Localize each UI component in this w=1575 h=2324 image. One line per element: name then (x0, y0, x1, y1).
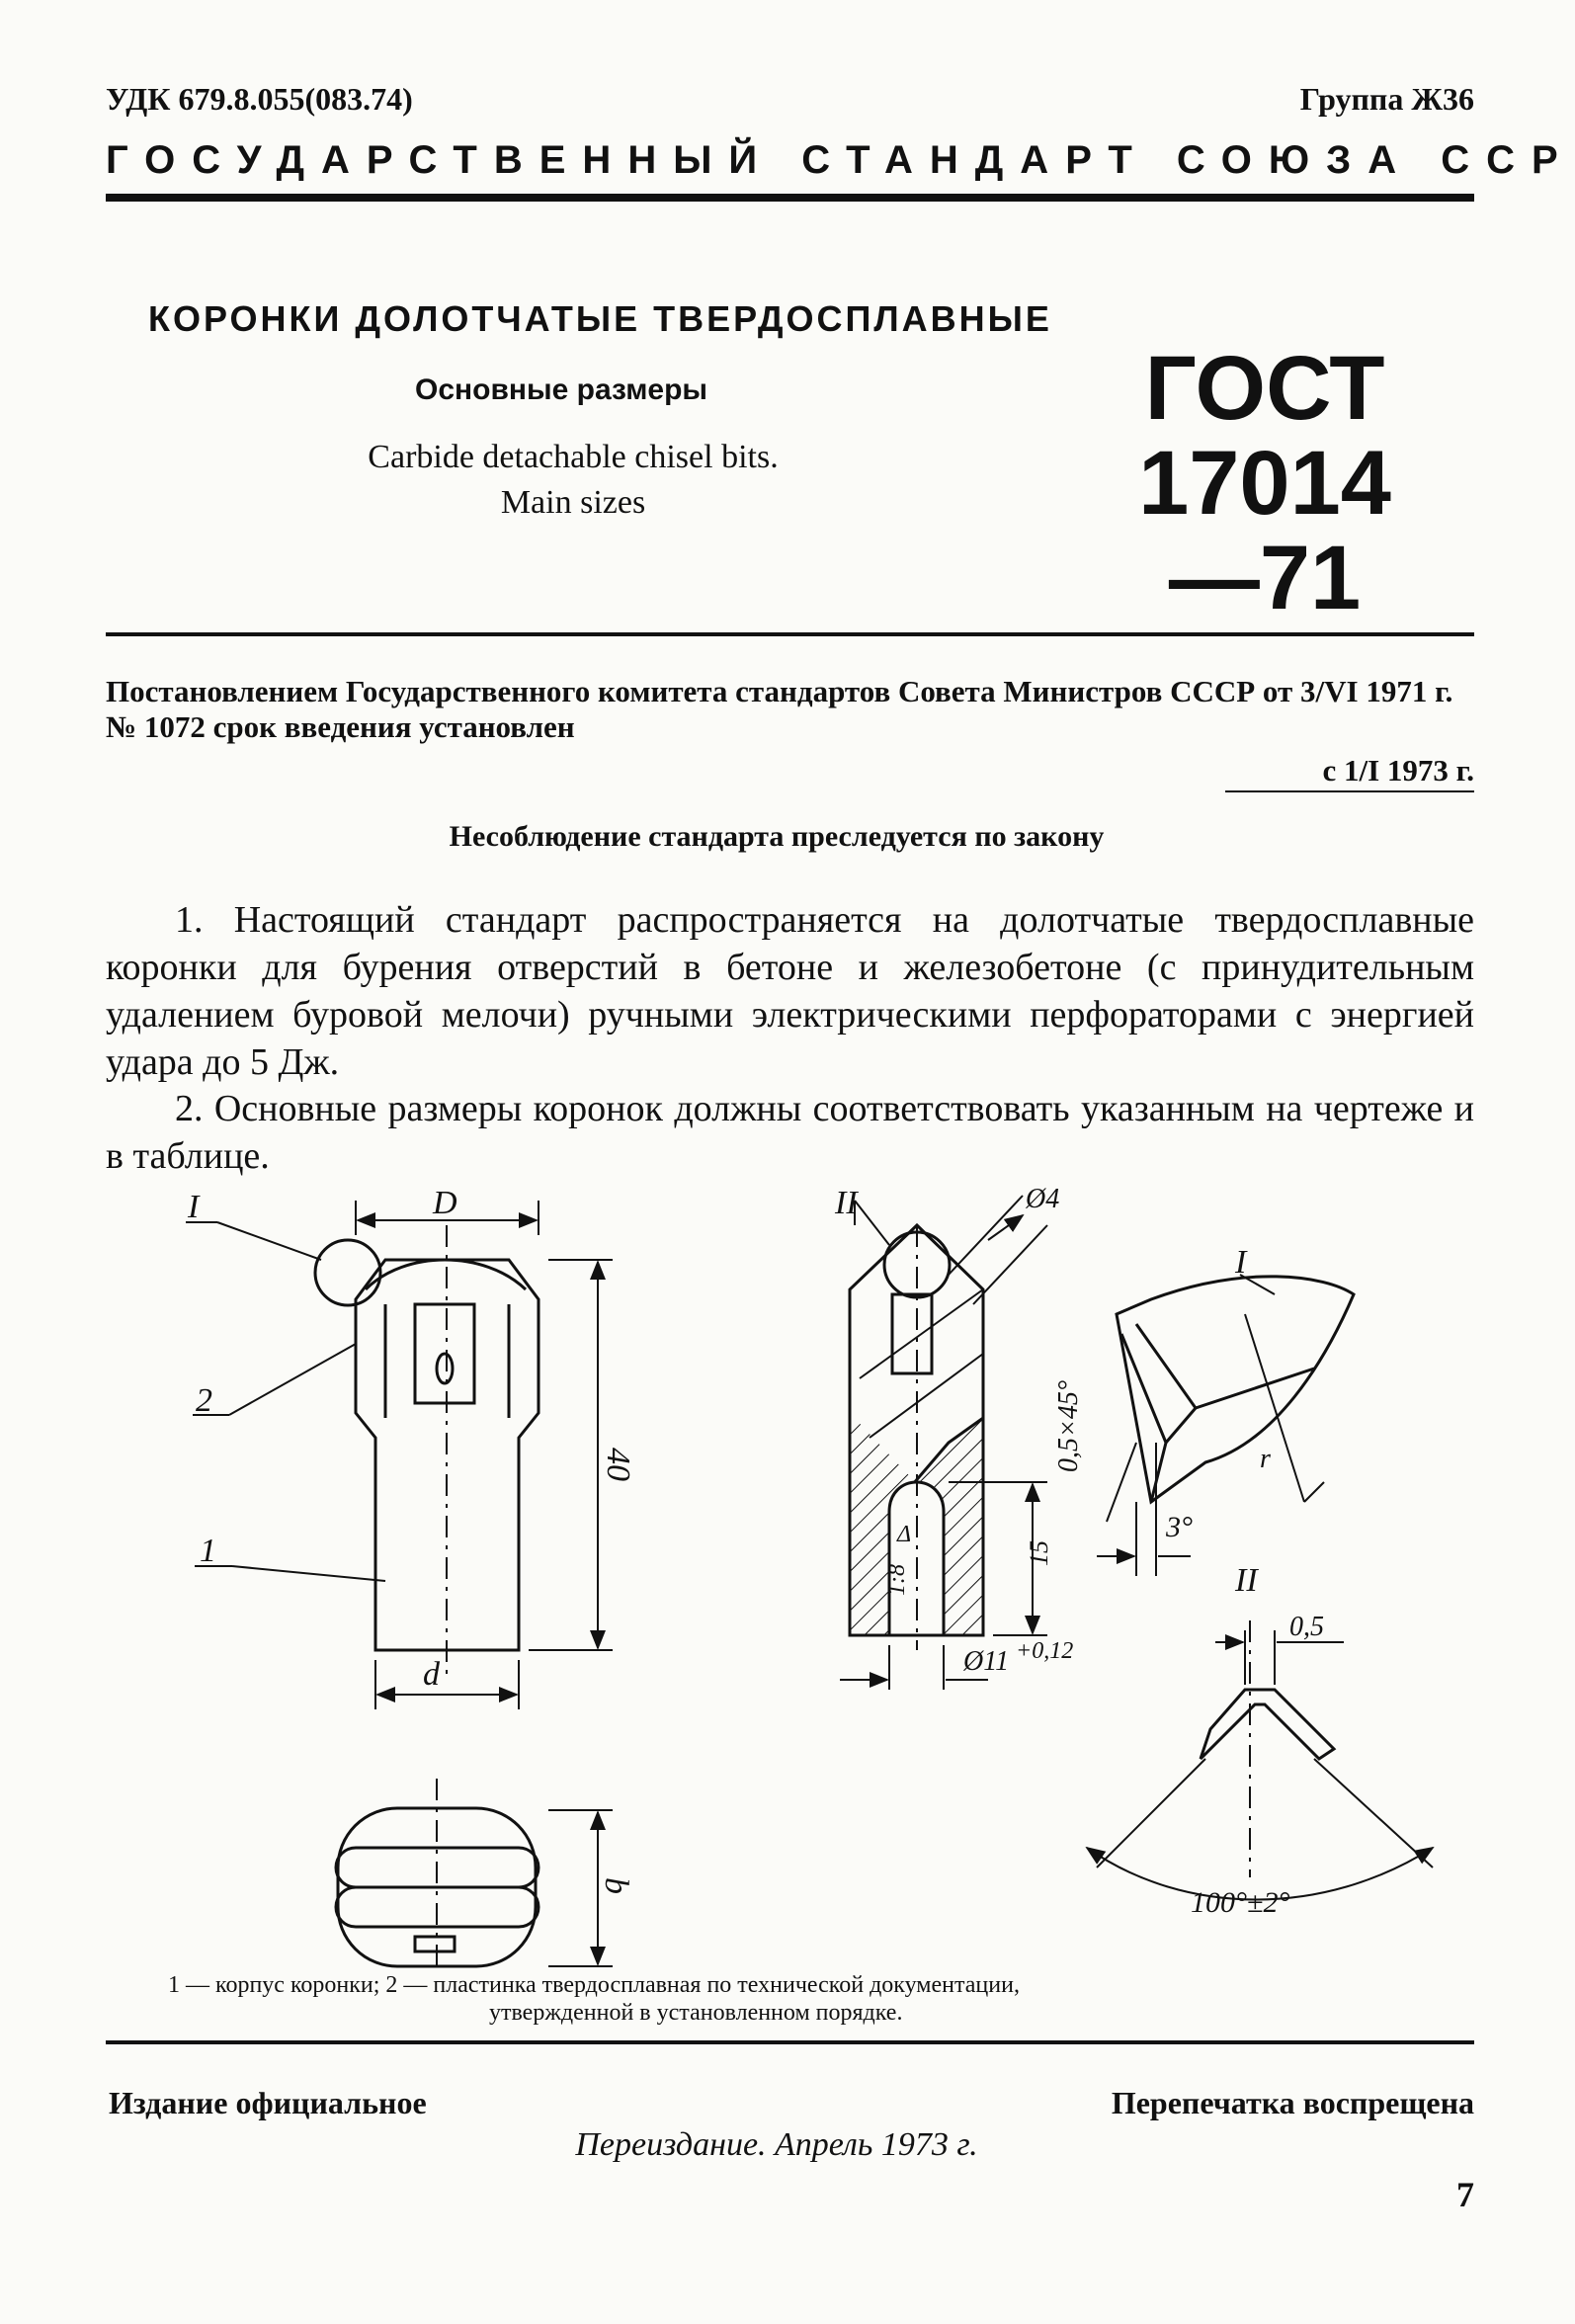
label-taper: 1:8 (884, 1564, 910, 1596)
introduction-date: с 1/I 1973 г. (1322, 753, 1474, 788)
label-D: D (433, 1185, 457, 1221)
reissue-note: Переиздание. Апрель 1973 г. (575, 2126, 978, 2163)
label-bore-tolerance: +0,12 (1016, 1638, 1074, 1664)
label-chamfer: 0,5×45° (1053, 1379, 1084, 1472)
detail-II-view (1087, 1620, 1433, 1900)
label-width-05: 0,5 (1289, 1612, 1324, 1642)
legend-line-1: 1 — корпус коронки; 2 — пластинка твердосплавная по технической документации, (168, 1972, 1020, 1998)
label-part-2: 2 (196, 1382, 212, 1419)
header-thick-rule (106, 194, 1474, 202)
date-underline (1225, 790, 1474, 792)
gost-designation (1097, 338, 1433, 628)
decree-text: Постановлением Государственного комитета стандартов Совета Министров СССР от 3/VI 1971 г. № 1072 срок введения установлен (106, 674, 1453, 744)
technical-drawing (188, 1184, 1492, 1966)
compliance-notice: Несоблюдение стандарта преследуется по закону (449, 820, 1105, 853)
label-dim-15: 15 (1025, 1540, 1053, 1566)
label-bore-diameter: Ø11 (963, 1646, 1010, 1677)
label-part-1: 1 (200, 1533, 216, 1569)
english-title-line-2: Main sizes (500, 484, 646, 521)
bit-section-view (840, 1196, 1047, 1690)
label-view-I: I (188, 1189, 200, 1225)
document-title: КОРОНКИ ДОЛОТЧАТЫЕ ТВЕРДОСПЛАВНЫЕ (148, 298, 1052, 339)
english-title-line-1: Carbide detachable chisel bits. (368, 439, 779, 475)
label-radius: r (1260, 1444, 1271, 1474)
document-subtitle: Основные размеры (415, 374, 708, 406)
drawing-legend (168, 1971, 1443, 2027)
paragraph-2: 2. Основные размеры коронок должны соответствовать указанным на чертеже и в таблице. (106, 1088, 1474, 1177)
gost-number: 17014—71 (1138, 433, 1391, 628)
official-edition-note: Издание официальное (109, 2085, 427, 2120)
label-diam-4: Ø4 (1026, 1184, 1060, 1214)
label-detail-II: II (1235, 1562, 1258, 1599)
paragraph-1: 1. Настоящий стандарт распространяется на долотчатые твердосплавные коронки для бурения отверстий в бетоне и железобетоне (с принудительным удалением буровой мелочи) ручными электрическими перфораторами с энергией удара до 5 Дж. (106, 899, 1474, 1083)
label-angle-100: 100°±2° (1191, 1886, 1290, 1919)
page-number: 7 (1456, 2175, 1474, 2214)
english-title (287, 435, 860, 526)
label-b: b (598, 1877, 634, 1894)
label-angle-3: 3° (1166, 1511, 1193, 1543)
label-detail-I: I (1235, 1244, 1247, 1281)
group-code: Группа Ж36 (1299, 81, 1474, 117)
label-view-II: II (835, 1185, 858, 1221)
label-delta: Δ (897, 1522, 912, 1547)
label-dim-40: 40 (600, 1448, 636, 1481)
reprint-prohibited-note: Перепечатка воспрещена (1111, 2085, 1474, 2120)
udk-code: УДК 679.8.055(083.74) (106, 81, 413, 117)
bit-side-view (186, 1201, 613, 1709)
detail-I-view (1097, 1275, 1354, 1576)
label-d: d (423, 1656, 440, 1693)
bit-bottom-view (336, 1779, 613, 1966)
legend-line-2: утвержденной в установленном порядке. (489, 2000, 903, 2026)
title-rule (106, 632, 1474, 636)
gost-label: ГОСТ (1144, 338, 1385, 439)
union-standard-heading: ГОСУДАРСТВЕННЫЙ СТАНДАРТ СОЮЗА ССР (106, 138, 1575, 182)
footer-rule (106, 2040, 1474, 2044)
